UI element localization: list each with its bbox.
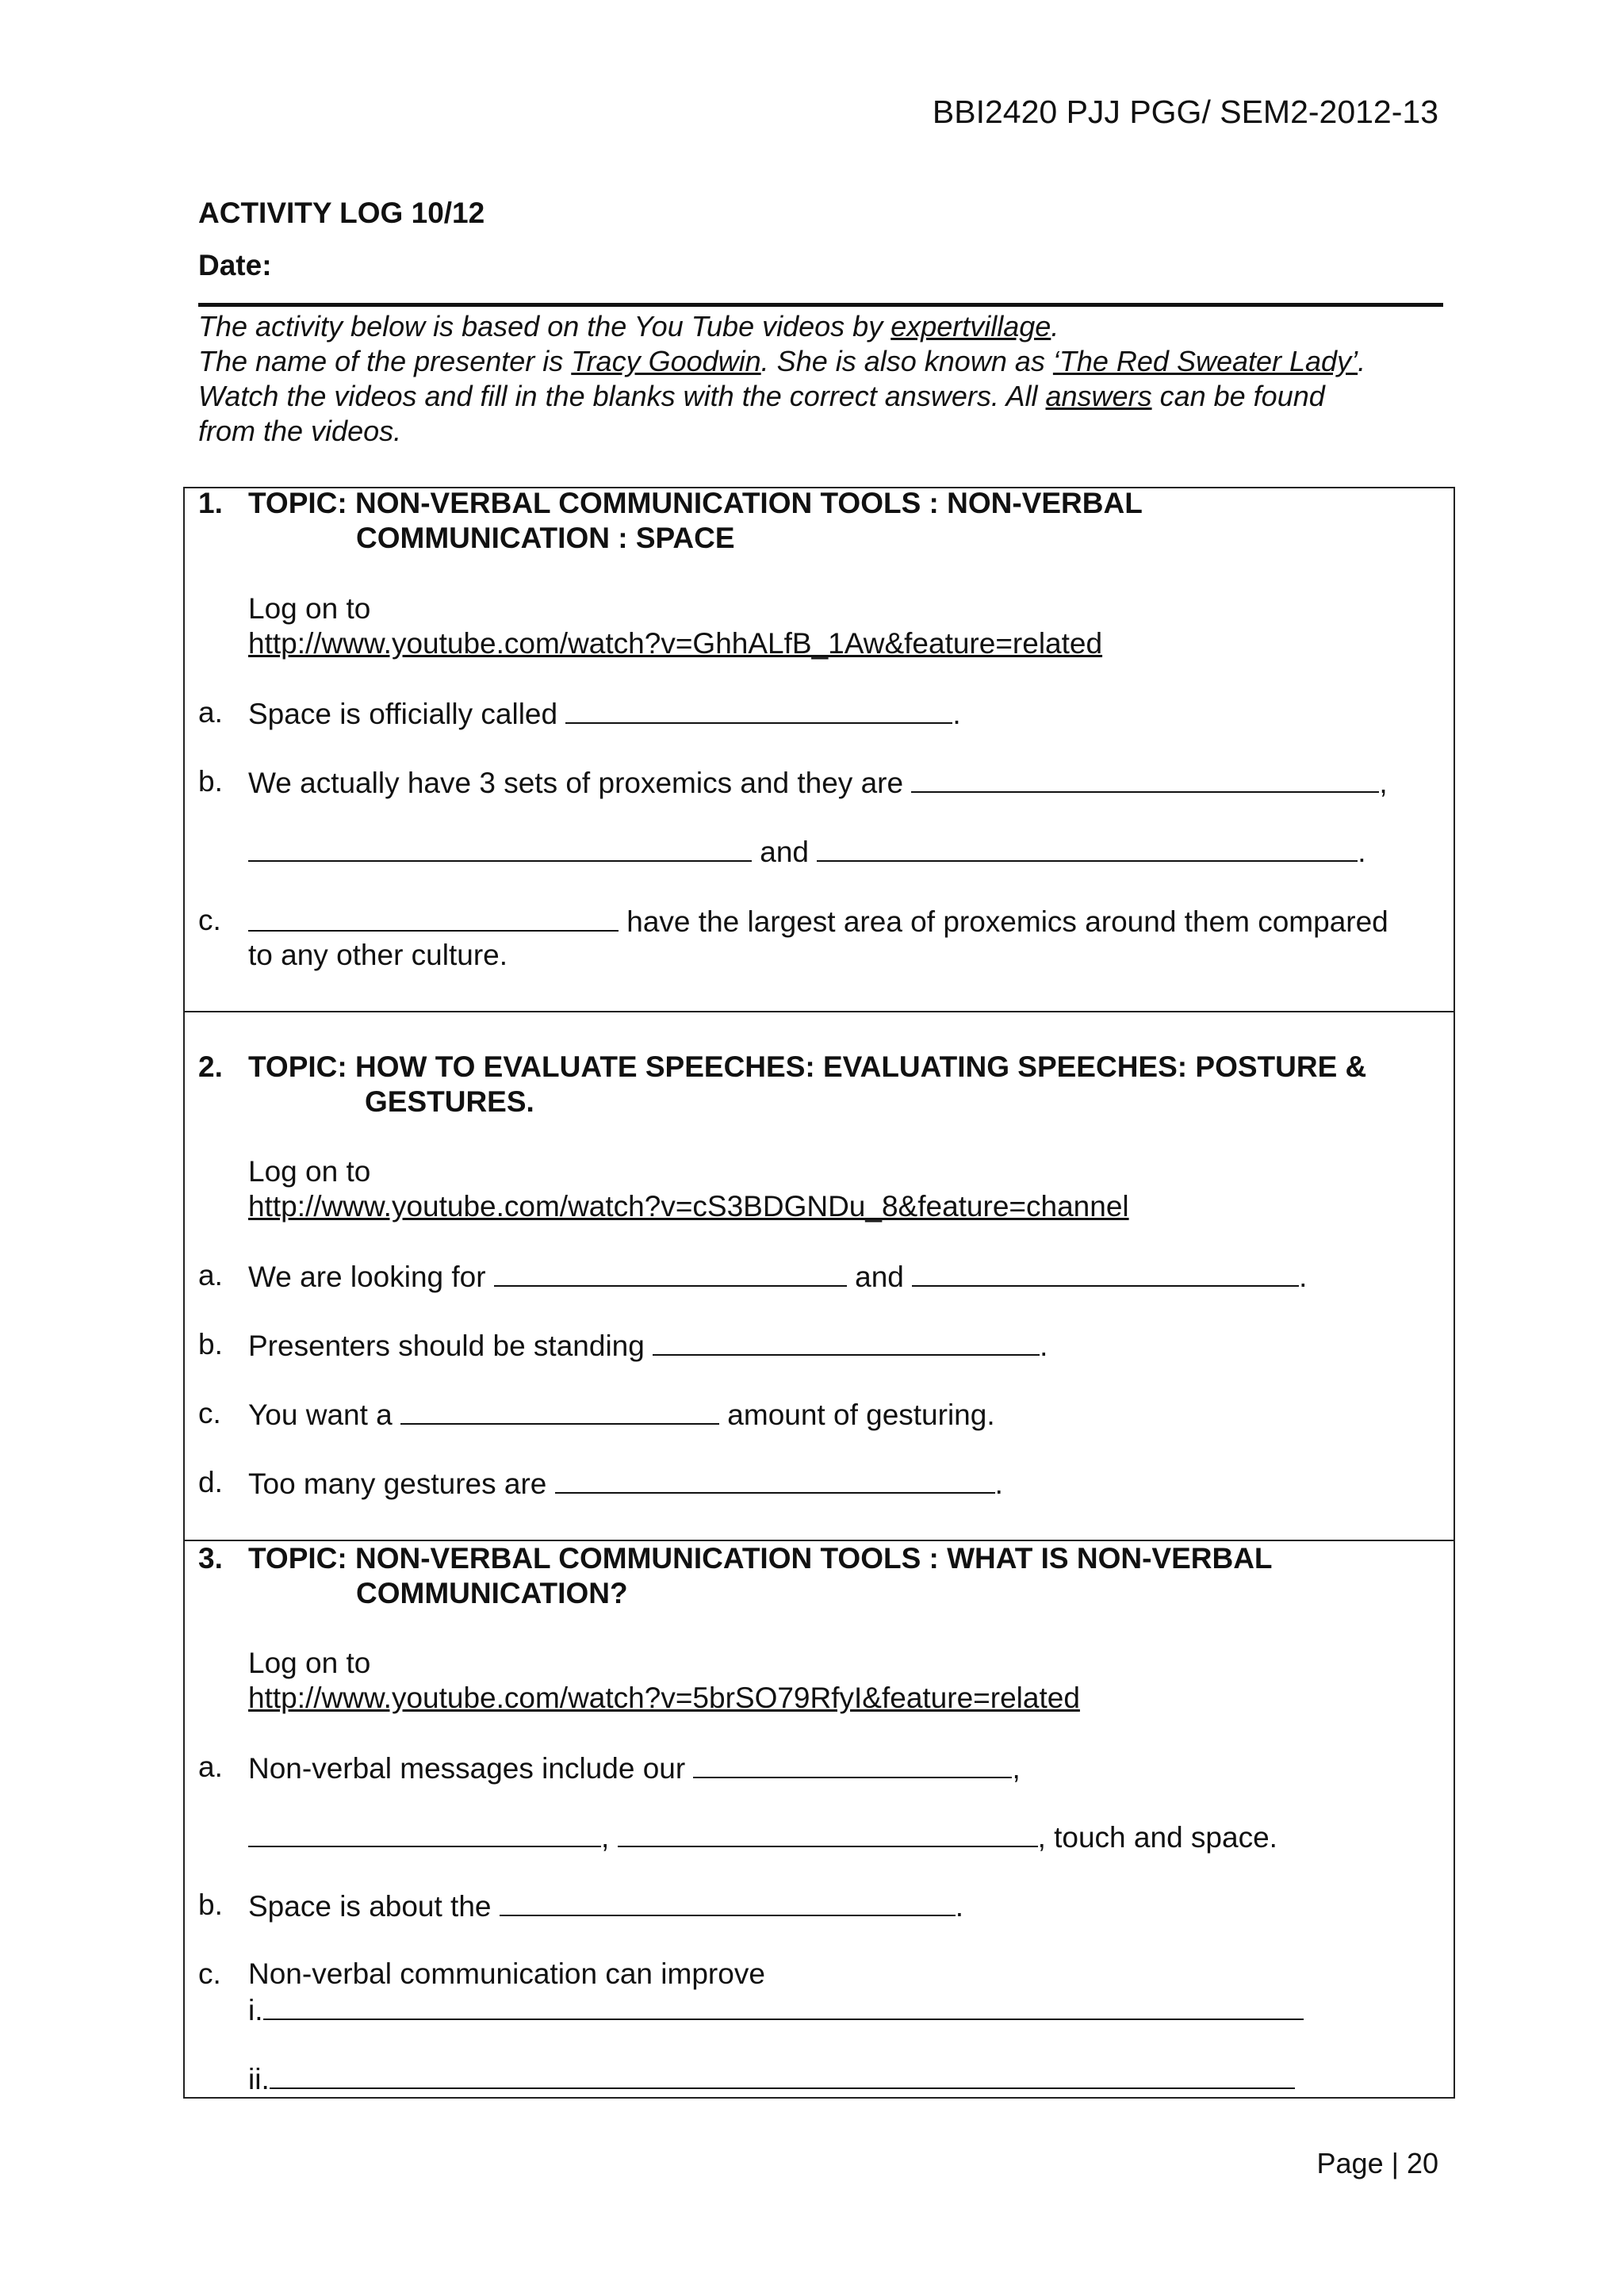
- question-text: Space is officially called: [248, 698, 566, 730]
- activity-log-title: ACTIVITY LOG 10/12: [198, 197, 485, 229]
- expertvillage-link[interactable]: expertvillage: [891, 310, 1051, 342]
- answer-blank[interactable]: [618, 1819, 1038, 1847]
- section-2-item-d-letter: d.: [198, 1466, 223, 1498]
- question-text: , touch and space.: [1037, 1821, 1277, 1854]
- intro-text: can be found: [1151, 380, 1325, 412]
- section-1-item-a: [248, 695, 961, 732]
- section-2-item-c: [248, 1396, 995, 1433]
- section-2-item-b: [248, 1327, 1048, 1364]
- question-text: We are looking for: [248, 1261, 494, 1293]
- punctuation: ,: [1379, 767, 1388, 799]
- section-2-video-link[interactable]: http://www.youtube.com/watch?v=cS3BDGNDu_8&feature=channel: [248, 1190, 1129, 1223]
- answer-blank[interactable]: [248, 1819, 601, 1847]
- section-1-item-a-letter: a.: [198, 696, 223, 729]
- punctuation: .: [1358, 836, 1366, 868]
- list-marker: i.: [248, 1994, 263, 2026]
- section-1-item-c: [248, 903, 1388, 939]
- answer-blank[interactable]: [555, 1465, 995, 1494]
- section-3-number: 3.: [198, 1542, 223, 1575]
- section-1-video-link[interactable]: http://www.youtube.com/watch?v=GhhALfB_1Aw&feature=related: [248, 627, 1103, 660]
- answer-blank[interactable]: [693, 1750, 1012, 1778]
- question-text: Too many gestures are: [248, 1468, 555, 1500]
- intro-text: The name of the presenter is: [198, 345, 572, 377]
- header-rule: [198, 303, 1443, 307]
- section-3-item-a-cont: [248, 1819, 1277, 1855]
- instructions: [198, 309, 1451, 449]
- intro-text: .: [1051, 310, 1059, 342]
- presenter-name: Tracy Goodwin: [571, 345, 761, 377]
- intro-line-3: [198, 379, 1451, 414]
- page-number: Page | 20: [1316, 2147, 1438, 2179]
- document-code: BBI2420 PJJ PGG/ SEM2-2012-13: [932, 94, 1438, 130]
- answer-blank[interactable]: [565, 695, 952, 724]
- section-1-item-b-cont: [248, 833, 1366, 870]
- intro-line-1: [198, 309, 1451, 344]
- section-2-item-a-letter: a.: [198, 1259, 223, 1292]
- answer-blank[interactable]: [270, 2061, 1295, 2089]
- intro-text: The activity below is based on the You Tube videos by: [198, 310, 891, 342]
- section-3-logon: Log on to: [248, 1647, 371, 1679]
- question-text: We actually have 3 sets of proxemics and they are: [248, 767, 912, 799]
- question-text: Non-verbal messages include our: [248, 1752, 694, 1785]
- intro-line-2: [198, 344, 1451, 379]
- punctuation: .: [994, 1468, 1003, 1500]
- section-3-topic-cont: COMMUNICATION?: [356, 1577, 628, 1609]
- section-2-topic: TOPIC: HOW TO EVALUATE SPEECHES: EVALUATING SPEECHES: POSTURE &: [248, 1050, 1367, 1083]
- section-1-topic-cont: COMMUNICATION : SPACE: [356, 522, 735, 554]
- answer-blank[interactable]: [263, 1992, 1304, 2020]
- section-3-item-c-letter: c.: [198, 1957, 221, 1990]
- section-1-number: 1.: [198, 487, 223, 519]
- section-1-item-c-cont: to any other culture.: [248, 939, 508, 971]
- section-3-item-c-ii: [248, 2061, 1295, 2097]
- punctuation: .: [1040, 1330, 1048, 1362]
- section-1-item-b: [248, 764, 1388, 801]
- punctuation: .: [955, 1890, 964, 1923]
- question-text: Space is about the: [248, 1890, 500, 1923]
- section-2-logon: Log on to: [248, 1155, 371, 1188]
- punctuation: ,: [1012, 1752, 1021, 1785]
- section-2-topic-cont: GESTURES.: [365, 1085, 534, 1118]
- section-3-item-a-letter: a.: [198, 1751, 223, 1783]
- answer-blank[interactable]: [911, 764, 1379, 793]
- intro-text: Watch the videos and fill in the blanks with the correct answers. All: [198, 380, 1046, 412]
- list-marker: ii.: [248, 2063, 270, 2095]
- answers-word: answers: [1045, 380, 1152, 412]
- section-2-item-c-letter: c.: [198, 1397, 221, 1429]
- presenter-nickname: ‘The Red Sweater Lady’: [1052, 345, 1358, 377]
- section-1-item-c-letter: c.: [198, 904, 221, 936]
- answer-blank[interactable]: [817, 833, 1358, 862]
- section-3-item-c: Non-verbal communication can improve: [248, 1957, 765, 1990]
- section-2-number: 2.: [198, 1050, 223, 1083]
- answer-blank[interactable]: [248, 833, 752, 862]
- section-2-item-d: [248, 1465, 1003, 1502]
- answer-blank[interactable]: [653, 1327, 1040, 1356]
- section-3-item-b: [248, 1888, 963, 1924]
- question-text: Presenters should be standing: [248, 1330, 653, 1362]
- section-divider: [183, 1011, 1455, 1012]
- section-1-logon: Log on to: [248, 592, 371, 625]
- section-3-topic: TOPIC: NON-VERBAL COMMUNICATION TOOLS : WHAT IS NON-VERBAL: [248, 1542, 1273, 1575]
- answer-blank[interactable]: [494, 1258, 847, 1287]
- question-text: You want a: [248, 1399, 401, 1431]
- answer-blank[interactable]: [248, 903, 619, 932]
- answer-blank[interactable]: [400, 1396, 719, 1425]
- section-3-item-c-i: [248, 1992, 1304, 2028]
- answer-blank[interactable]: [500, 1888, 956, 1916]
- question-text: have the largest area of proxemics around them compared: [619, 905, 1388, 938]
- section-3-item-b-letter: b.: [198, 1888, 223, 1921]
- section-2-item-b-letter: b.: [198, 1328, 223, 1360]
- intro-text: .: [1358, 345, 1366, 377]
- question-text: amount of gesturing.: [719, 1399, 995, 1431]
- section-1-item-b-letter: b.: [198, 765, 223, 798]
- section-1-topic: TOPIC: NON-VERBAL COMMUNICATION TOOLS : NON-VERBAL: [248, 487, 1143, 519]
- intro-text: . She is also known as: [760, 345, 1053, 377]
- punctuation: .: [1299, 1261, 1308, 1293]
- punctuation: ,: [601, 1821, 618, 1854]
- intro-line-4: from the videos.: [198, 415, 402, 447]
- answer-blank[interactable]: [912, 1258, 1299, 1287]
- punctuation: .: [952, 698, 961, 730]
- section-3-video-link[interactable]: http://www.youtube.com/watch?v=5brSO79RfyI&feature=related: [248, 1682, 1080, 1714]
- section-2-item-a: [248, 1258, 1307, 1295]
- question-text: and: [846, 1261, 913, 1293]
- date-label: Date:: [198, 249, 272, 281]
- question-text: and: [752, 836, 818, 868]
- section-3-item-a: [248, 1750, 1021, 1786]
